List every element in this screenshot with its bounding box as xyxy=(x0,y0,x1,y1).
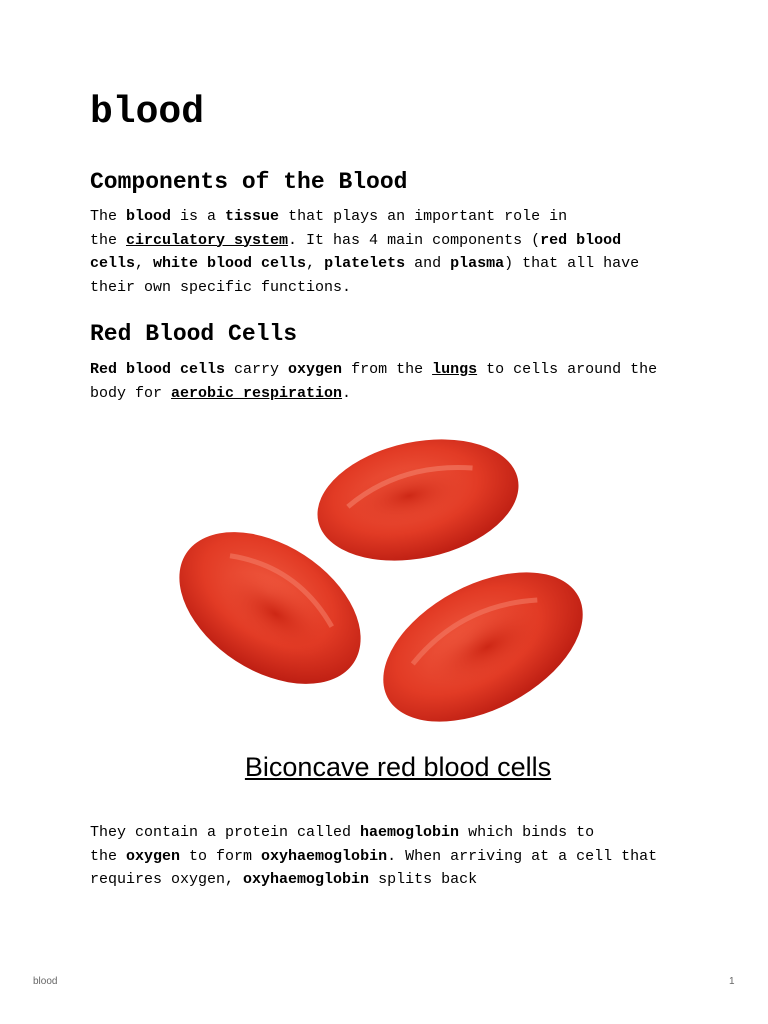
link-lungs[interactable]: lungs xyxy=(432,361,478,378)
text: . It has 4 main components ( xyxy=(288,231,541,249)
term-tissue: tissue xyxy=(225,208,280,225)
text: splits back xyxy=(369,871,478,888)
term-cells: cells xyxy=(90,255,136,272)
figure-caption: Biconcave red blood cells xyxy=(244,752,552,782)
term-plasma: plasma xyxy=(450,255,505,272)
text: and xyxy=(405,255,451,272)
footer-document-title: blood xyxy=(33,976,58,987)
text: from the xyxy=(342,361,433,378)
paragraph-haemoglobin xyxy=(90,821,680,892)
footer-page-number: 1 xyxy=(729,976,735,987)
red-blood-cell-top xyxy=(306,425,530,578)
text: , xyxy=(306,255,325,272)
section-heading-components: Components of the Blood xyxy=(90,169,408,195)
text: carry xyxy=(225,361,289,378)
term-oxyhaemoglobin: oxyhaemoglobin xyxy=(243,871,370,888)
section-heading-red-blood-cells: Red Blood Cells xyxy=(90,321,298,347)
red-blood-cell-right xyxy=(359,542,600,740)
term-oxyhaemoglobin: oxyhaemoglobin xyxy=(261,847,388,865)
text: , xyxy=(135,255,154,272)
term-red-blood-cells: Red blood cells xyxy=(90,361,226,378)
term-oxygen: oxygen xyxy=(126,847,181,865)
text: to cells around the xyxy=(477,361,658,378)
text: They contain a protein called xyxy=(90,824,361,841)
term-red-blood: red blood xyxy=(540,231,622,249)
page-title: blood xyxy=(90,91,205,134)
text: requires oxygen, xyxy=(90,871,244,888)
link-circulatory-system[interactable]: circulatory system xyxy=(126,231,289,249)
red-blood-cell-illustration xyxy=(160,425,600,740)
term-blood: blood xyxy=(126,208,172,225)
text: that plays an important role in xyxy=(279,208,568,225)
text: their own specific functions. xyxy=(90,278,352,296)
text: is a xyxy=(171,208,226,225)
text: to form xyxy=(180,847,262,865)
term-platelets: platelets xyxy=(324,255,406,272)
text: . When arriving at a cell that xyxy=(387,847,658,865)
term-oxygen: oxygen xyxy=(288,361,343,378)
link-aerobic-respiration[interactable]: aerobic respiration xyxy=(171,384,343,402)
term-white-blood-cells: white blood cells xyxy=(153,255,307,272)
term-haemoglobin: haemoglobin xyxy=(360,824,460,841)
text: The xyxy=(90,208,127,225)
paragraph-components xyxy=(90,205,680,299)
text: which binds to xyxy=(459,824,595,841)
paragraph-red-blood-cells xyxy=(90,358,680,405)
text: the xyxy=(90,847,127,865)
text: the xyxy=(90,231,127,249)
text: ) that all have xyxy=(504,255,640,272)
text: body for xyxy=(90,384,172,402)
text: . xyxy=(342,384,352,402)
